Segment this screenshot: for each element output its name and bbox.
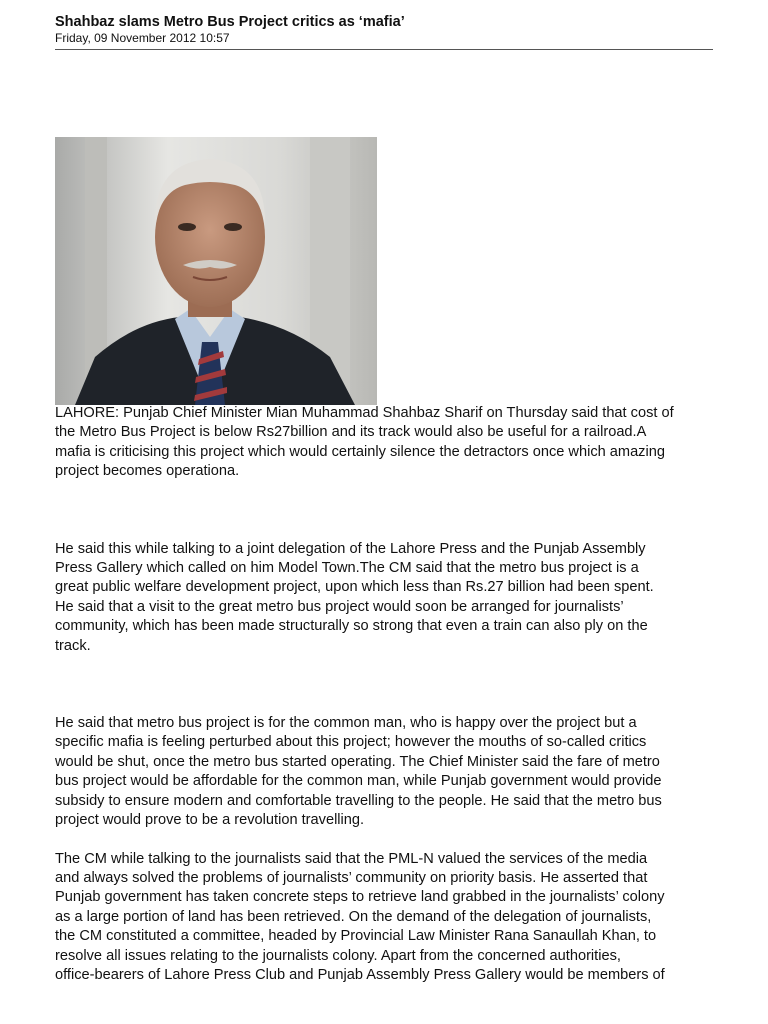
paragraph-line: resolve all issues relating to the journalists colony. Apart from the concerned authorities, [55,947,621,964]
article-header [55,13,713,50]
paragraph-line: LAHORE: Punjab Chief Minister Mian Muhammad Shahbaz Sharif on Thursday said that cost of [55,405,674,421]
paragraph-line: the Metro Bus Project is below Rs27billion and its track would also be useful for a railroad.A [55,424,647,441]
paragraph-line: He said that a visit to the great metro bus project would soon be arranged for journalists’ [55,598,624,615]
paragraph-4 [55,850,717,986]
paragraph-line: office-bearers of Lahore Press Club and Punjab Assembly Press Gallery would be members of [55,966,665,983]
paragraph-3 [55,714,717,830]
article-body [55,404,717,985]
paragraph-line: mafia is criticising this project which would certainly silence the detractors once which amazing [55,443,665,460]
paragraph-line: project becomes operationa. [55,463,240,480]
paragraph-line: and always solved the problems of journalists’ community on priority basis. He asserted that [55,869,648,886]
paragraph-line: the CM constituted a committee, headed by Provincial Law Minister Rana Sanaullah Khan, to [55,928,657,945]
paragraph-line: track. [55,637,91,654]
paragraph-line: The CM while talking to the journalists said that the PML-N valued the services of the media [55,850,648,867]
paragraph-line: He said this while talking to a joint delegation of the Lahore Press and the Punjab Assembly [55,540,646,557]
article-photo [55,137,377,405]
paragraph-line: project would prove to be a revolution travelling. [55,812,365,829]
article-headline: Shahbaz slams Metro Bus Project critics as ‘mafia’ [55,14,405,30]
paragraph-line: He said that metro bus project is for the common man, who is happy over the project but a [55,715,637,732]
paragraph-line: Press Gallery which called on him Model Town.The CM said that the metro bus project is a [55,560,639,577]
paragraph-spacer [55,482,717,540]
paragraph-line: specific mafia is feeling perturbed about this project; however the mouths of so-called critics [55,734,647,751]
paragraph-1 [55,404,717,482]
paragraph-line: bus project would be affordable for the common man, while Punjab government would provide [55,773,662,790]
paragraph-line: as a large portion of land has been retrieved. On the demand of the delegation of journalists, [55,908,652,925]
paragraph-line: subsidy to ensure modern and comfortable travelling to the people. He said that the metro bus [55,792,662,809]
paragraph-line: Punjab government has taken concrete steps to retrieve land grabbed in the journalists’ colony [55,889,665,906]
article-dateline: Friday, 09 November 2012 10:57 [55,31,230,45]
paragraph-spacer [55,831,717,850]
paragraph-line: great public welfare development project, upon which less than Rs.27 billion had been spent. [55,579,654,596]
paragraph-2 [55,540,717,656]
paragraph-line: community, which has been made structurally so strong that even a train can also ply on the [55,618,648,635]
paragraph-line: would be shut, once the metro bus started operating. The Chief Minister said the fare of metro [55,753,660,770]
paragraph-spacer [55,656,717,714]
